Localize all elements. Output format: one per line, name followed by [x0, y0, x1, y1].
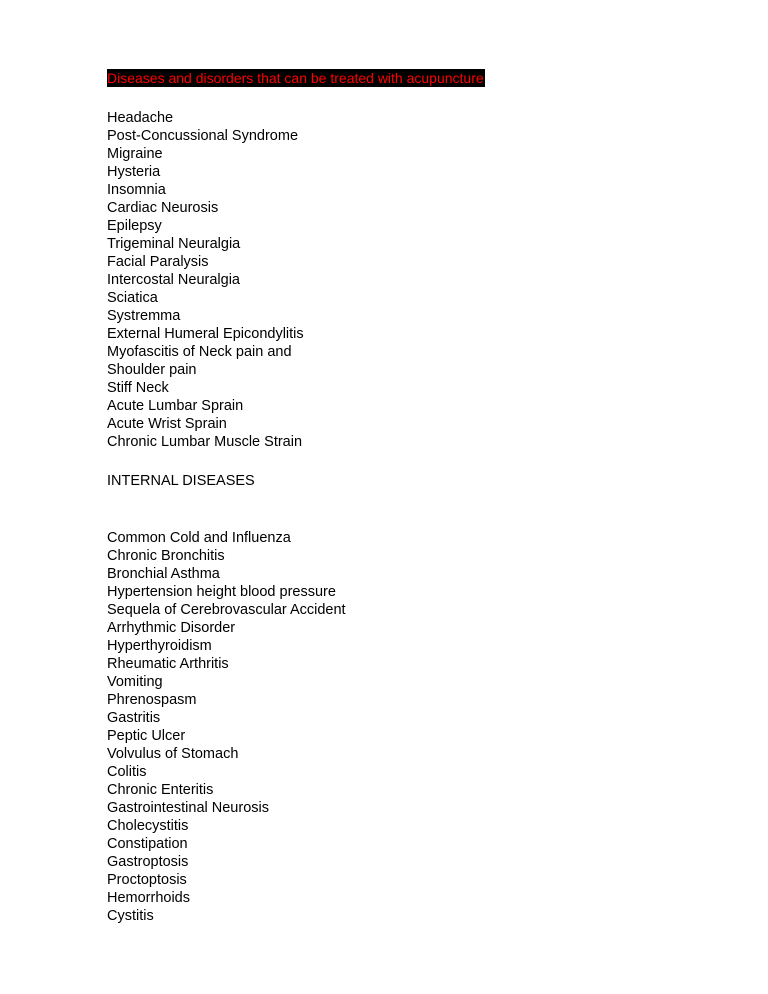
list-item: Systremma [107, 308, 181, 324]
list-item: Shoulder pain [107, 362, 197, 378]
list-item: Sciatica [107, 290, 158, 306]
list-item: Chronic Bronchitis [107, 548, 225, 564]
list-item: Phrenospasm [107, 692, 197, 708]
list-item: Vomiting [107, 674, 163, 690]
list-item: Myofascitis of Neck pain and [107, 344, 292, 360]
list-item: Colitis [107, 764, 147, 780]
list-item: Headache [107, 110, 174, 126]
list-item: Post-Concussional Syndrome [107, 128, 299, 144]
list-item: Rheumatic Arthritis [107, 656, 229, 672]
list-item: Facial Paralysis [107, 254, 209, 270]
list-item: Cholecystitis [107, 818, 189, 834]
document-title: Diseases and disorders that can be treated with acupuncture [107, 70, 484, 86]
list-item: External Humeral Epicondylitis [107, 326, 304, 342]
list-item: Arrhythmic Disorder [107, 620, 236, 636]
list-item: Volvulus of Stomach [107, 746, 239, 762]
list-item: Peptic Ulcer [107, 728, 186, 744]
list-item: Constipation [107, 836, 188, 852]
list-item: Cardiac Neurosis [107, 200, 219, 216]
section-heading-internal-diseases: INTERNAL DISEASES [107, 473, 255, 489]
list-item: Hemorrhoids [107, 890, 190, 906]
list-item: Stiff Neck [107, 380, 169, 396]
list-item: Proctoptosis [107, 872, 187, 888]
list-item: Gastritis [107, 710, 161, 726]
list-item: Acute Wrist Sprain [107, 416, 227, 432]
list-item: Intercostal Neuralgia [107, 272, 240, 288]
list-item: Bronchial Asthma [107, 566, 220, 582]
document-content [107, 69, 707, 925]
internal-diseases-list [107, 529, 707, 925]
list-item: Chronic Enteritis [107, 782, 214, 798]
list-item: Epilepsy [107, 218, 162, 234]
list-item: Cystitis [107, 908, 154, 924]
list-item: Common Cold and Influenza [107, 530, 291, 546]
list-item: Chronic Lumbar Muscle Strain [107, 434, 303, 450]
list-item: Acute Lumbar Sprain [107, 398, 244, 414]
conditions-list [107, 109, 707, 451]
list-item: Sequela of Cerebrovascular Accident [107, 602, 346, 618]
list-item: Trigeminal Neuralgia [107, 236, 241, 252]
list-item: Migraine [107, 146, 163, 162]
list-item: Hyperthyroidism [107, 638, 212, 654]
list-item: Hysteria [107, 164, 161, 180]
list-item: Hypertension height blood pressure [107, 584, 336, 600]
list-item: Gastrointestinal Neurosis [107, 800, 269, 816]
list-item: Insomnia [107, 182, 166, 198]
list-item: Gastroptosis [107, 854, 189, 870]
